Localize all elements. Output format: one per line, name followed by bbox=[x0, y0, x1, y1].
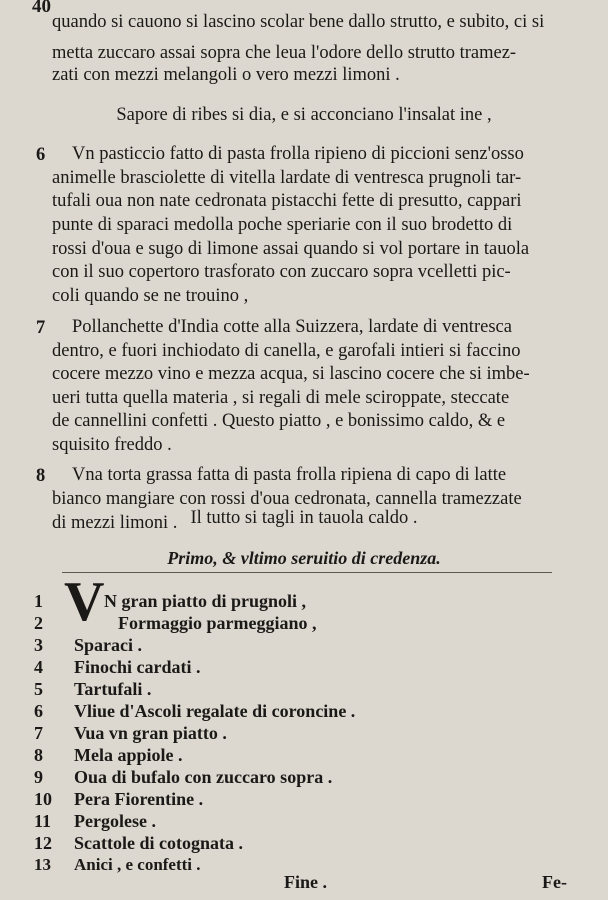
entry-6-line-5: rossi d'oua e sugo di limone assai quando si vol portare in tauola bbox=[52, 239, 530, 259]
drop-cap: V bbox=[64, 571, 105, 633]
entry-8-line-3: di mezzi limoni . bbox=[52, 513, 178, 533]
catchword: Fe- bbox=[542, 872, 567, 892]
entry-number-8: 8 bbox=[36, 466, 46, 486]
menu-item-13: Anici , e confetti . bbox=[74, 855, 201, 874]
entry-6-line-1: Vn pasticcio fatto di pasta frolla ripieno di piccioni senz'osso bbox=[72, 144, 524, 164]
menu-number-1: 1 bbox=[34, 591, 43, 611]
serving-heading: Il tutto si tagli in tauola caldo . bbox=[190, 508, 418, 528]
entry-7-line-3: cocere mezzo vino e mezza acqua, si lascino cocere che si imbe- bbox=[52, 364, 530, 384]
menu-number-8: 8 bbox=[34, 745, 43, 765]
top-line-1: quando si cauono si lascino scolar bene dallo strutto, e subito, ci si bbox=[52, 12, 545, 32]
menu-item-5: Tartufali . bbox=[74, 679, 152, 699]
entry-7-line-1: Pollanchette d'India cotte alla Suizzera, lardate di ventresca bbox=[72, 317, 512, 337]
section-divider bbox=[62, 572, 552, 573]
menu-number-7: 7 bbox=[34, 723, 43, 743]
menu-item-10: Pera Fiorentine . bbox=[74, 789, 204, 809]
entry-8-line-1: Vna torta grassa fatta di pasta frolla ripiena di capo di latte bbox=[72, 465, 507, 485]
menu-item-9: Oua di bufalo con zuccaro sopra . bbox=[74, 767, 333, 787]
menu-item-12: Scattole di cotognata . bbox=[74, 833, 243, 853]
menu-item-2: Formaggio parmeggiano , bbox=[118, 613, 317, 633]
entry-6-line-6: con il suo copertoro trasforato con zuccaro sopra vcelletti pic- bbox=[52, 262, 511, 282]
menu-item-11: Pergolese . bbox=[74, 811, 156, 831]
entry-8-line-2: bianco mangiare con rossi d'oua cedronata, cannella tramezzate bbox=[52, 489, 522, 509]
entry-6-line-2: animelle brasciolette di vitella lardate di ventresca prugnoli tar- bbox=[52, 168, 522, 188]
menu-item-6: Vliue d'Ascoli regalate di coroncine . bbox=[74, 701, 356, 721]
entry-7-line-2: dentro, e fuori inchiodato di canella, e garofali intieri si faccino bbox=[52, 341, 521, 361]
menu-item-3: Sparaci . bbox=[74, 635, 143, 655]
entry-number-6: 6 bbox=[36, 145, 46, 165]
menu-number-5: 5 bbox=[34, 679, 43, 699]
menu-number-10: 10 bbox=[34, 789, 52, 809]
sauce-heading: Sapore di ribes si dia, e si acconciano l'insalat ine , bbox=[116, 105, 492, 125]
entry-number-7: 7 bbox=[36, 318, 46, 338]
top-line-3: zati con mezzi melangoli o vero mezzi limoni . bbox=[52, 65, 400, 85]
entry-6-line-7: coli quando se ne trouino , bbox=[52, 286, 249, 306]
menu-number-13: 13 bbox=[34, 855, 51, 874]
menu-number-4: 4 bbox=[34, 657, 43, 677]
menu-item-8: Mela appiole . bbox=[74, 745, 183, 765]
entry-7-line-6: squisito freddo . bbox=[52, 435, 172, 455]
menu-item-4: Finochi cardati . bbox=[74, 657, 201, 677]
entry-6-line-3: tufali oua non nate cedronata pistacchi fette di presutto, cappari bbox=[52, 191, 522, 211]
credenza-section-title: Primo, & vltimo seruitio di credenza. bbox=[167, 548, 441, 568]
page-number: 40 bbox=[32, 0, 51, 17]
menu-number-2: 2 bbox=[34, 613, 43, 633]
entry-6-line-4: punte di sparaci medolla poche speriarie con il suo brodetto di bbox=[52, 215, 513, 235]
closing-word: Fine . bbox=[284, 872, 327, 892]
entry-7-line-5: de cannellini confetti . Questo piatto , e bonissimo caldo, & e bbox=[52, 411, 506, 431]
menu-number-9: 9 bbox=[34, 767, 43, 787]
menu-number-11: 11 bbox=[34, 811, 52, 831]
menu-number-3: 3 bbox=[34, 635, 43, 655]
menu-item-7: Vua vn gran piatto . bbox=[74, 723, 227, 743]
menu-number-12: 12 bbox=[34, 833, 52, 853]
menu-item-1: N gran piatto di prugnoli , bbox=[104, 591, 307, 611]
top-line-2: metta zuccaro assai sopra che leua l'odore dello strutto tramez- bbox=[52, 43, 517, 63]
entry-7-line-4: ueri tutta quella materia , si regali di mele sciroppate, steccate bbox=[52, 388, 510, 408]
menu-number-6: 6 bbox=[34, 701, 43, 721]
